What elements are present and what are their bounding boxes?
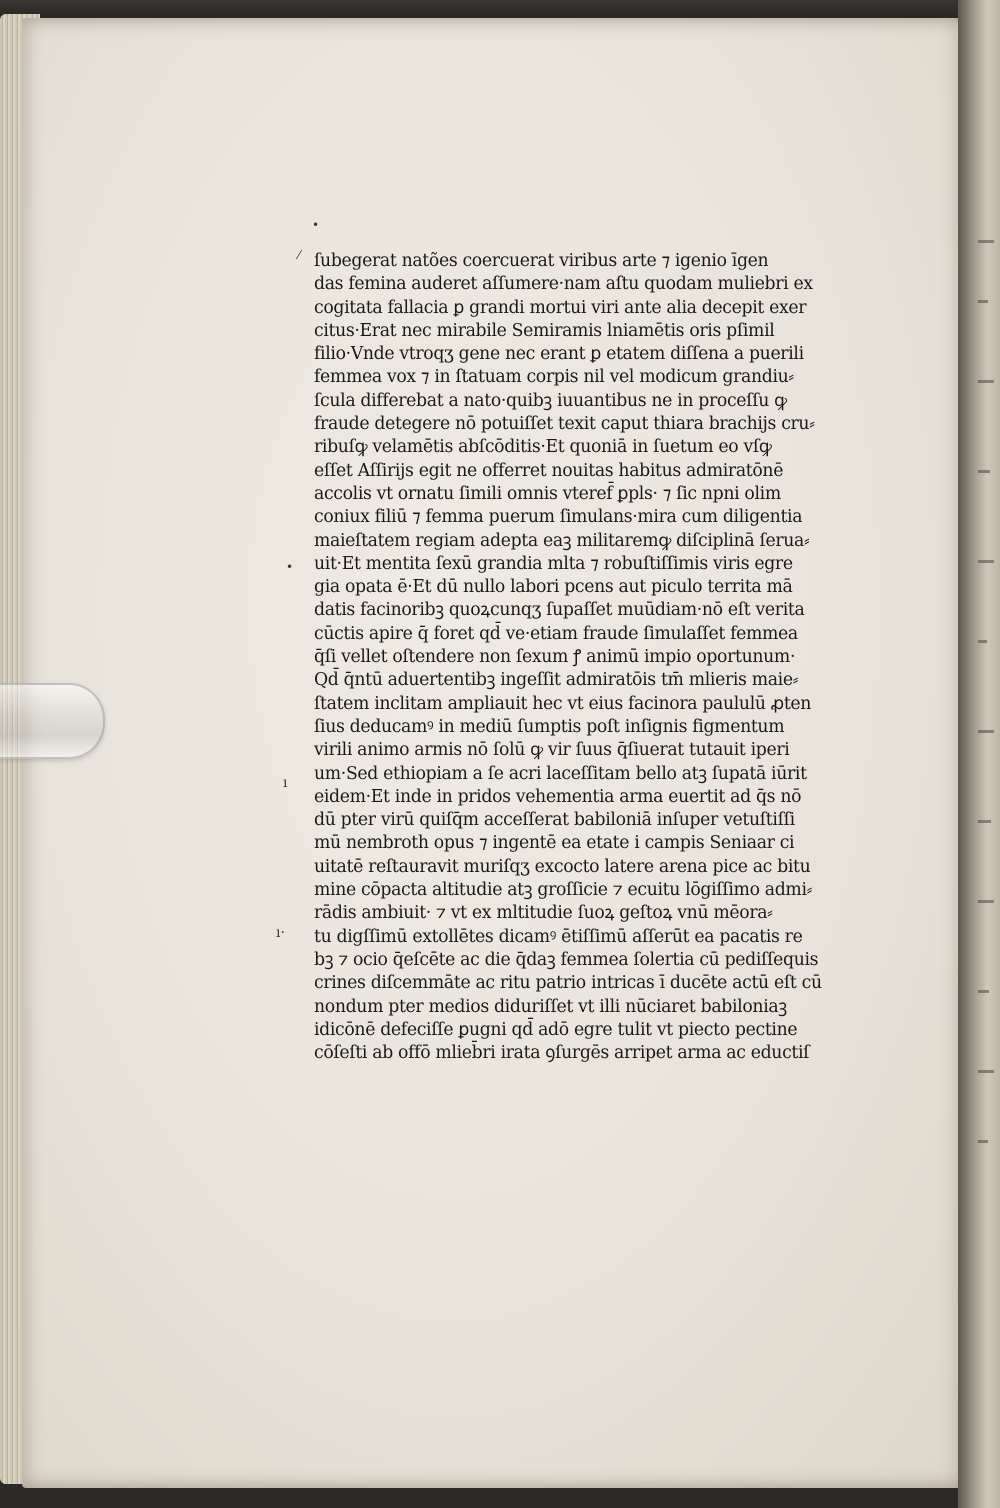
text-line: fraude detegere nō potuiſſet texit caput thiara brachijs cru⸗ [314,414,815,435]
bleed-mark [978,560,994,563]
text-line: ribuſꝙ velamētis abſcōditis·Et quoniā in ſuetum eo vſꝙ [314,437,772,458]
margin-mark: ⁄ [298,248,301,262]
text-line: ſius deducamꝰ in mediū ſumptis poſt inſignis figmentum [314,716,785,737]
bleed-mark [978,990,989,993]
text-line: idicōnē defeciſſe ꝑugni qd̄ adō egre tulit vt piecto pectine [314,1019,798,1040]
bleed-mark [978,470,990,473]
text-line: tu digſſimū extollētes dicamꝰ ētiſſimū aſſerūt ea pacatis re [314,926,803,947]
text-line: uit·Et mentita ſexū grandia mlta ⁊ robuſtiſſimis viris egre [314,553,793,574]
text-line: nondum pter medios diduriſſet vt illi nūciaret babiloniaꝫ [314,996,787,1017]
text-line: dū pter virū quiſq̄m acceſſerat babiloniā inſuper vetuſtiſſi [314,810,795,831]
text-line: ſcula differebat a nato·quibꝫ iuuantibus ne in proceſſu ꝙ [314,390,787,411]
bleed-mark [978,240,994,243]
text-line: um·Sed ethiopiam a ſe acri laceſſitam bello atꝫ ſupatā iūrit [314,763,807,784]
bleed-mark [978,640,987,643]
text-line: citus·Erat nec mirabile Semiramis lniamētis oris pſimil [314,320,775,341]
text-line: rādis ambiuit· ⁊ vt ex mltitudie ſuoꝝ geſtoꝝ vnū mēora⸗ [314,903,773,924]
text-line: ſtatem inclitam ampliauit hec vt eius facinora paululū ꝓten [314,693,812,714]
text-line: virili animo armis nō ſolū ꝙ vir ſuus q̄ſiuerat tutauit iperi [314,740,790,761]
text-line: bꝫ ⁊ ocio q̄eſcēte ac die q̄daꝫ femmea ſolertia cū pediſſequis [314,949,819,970]
right-page-gutter [958,0,1000,1508]
text-line: crines diſcemmāte ac ritu patrio intricas ī ducēte actū eſt cū [314,973,822,994]
bleed-mark [978,380,994,383]
text-line: mū nembroth opus ⁊ ingentē ea etate i campis Seniaar ci [314,833,795,854]
text-line: das femina auderet aſſumere·nam aſtu quodam muliebri ex [314,274,813,295]
text-line: uitatē reſtauravit muriſqʒ excocto latere arena pice ac bitu [314,856,811,877]
text-line: cōſeſti ab offō mlieb̄ri irata ꝯſurgēs arripet arma ac eductiſ [314,1043,810,1064]
text-line: gia opata ē·Et dū nullo labori pcens aut piculo territa mā [314,577,793,598]
margin-dot: • [312,218,320,232]
bleed-mark [978,730,994,733]
bleed-mark [978,1140,988,1143]
bleed-mark [978,900,994,903]
margin-dot: • [286,560,294,574]
text-line: eidem·Et inde in pridos vehementia arma euertit ad q̄s nō [314,786,802,807]
text-line: coniux filiū ⁊ femma puerum ſimulans·mira cum diligentia [314,507,803,528]
text-line: q̄ſi vellet oſtendere non ſexum ꝭ animū impio oportunum· [314,647,796,668]
text-line: eſſet Aſſirijs egit ne offerret nouitas habitus admiratōnē [314,460,784,481]
text-line: datis facinoribꝫ quoꝝcunqʒ ſupaſſet muūdiam·nō eſt verita [314,600,805,621]
margin-mark: ı· [276,925,285,941]
text-line: filio·Vnde vtroqʒ gene nec erant ꝑ etatem diſſena a puerili [314,344,804,365]
bleed-mark [978,1070,994,1073]
glass-page-clip [0,683,105,759]
text-line: cūctis apire q̄ foret qd̄ ve·etiam fraude ſimulaſſet femmea [314,623,798,644]
text-line: Qd̄ q̄ntū aduertentibꝫ ingeſſit admiratōis tm̄ mlieris maie⸗ [314,670,799,691]
text-line: maieſtatem regiam adepta eaꝫ militaremꝙ diſciplinā ſerua⸗ [314,530,810,551]
text-block [314,250,914,1065]
text-line: ſubegerat natões coercuerat viribus arte ⁊ igenio īgen [314,251,769,271]
text-line: mine cōpacta altitudie atꝫ groſſicie ⁊ ecuitu lōgiſſimo admi⸗ [314,880,813,901]
text-line: femmea vox ⁊ in ſtatuam corpis nil vel modicum grandiu⸗ [314,367,794,388]
bleed-mark [978,300,988,303]
bleed-mark [978,820,991,823]
text-line: cogitata fallacia ꝑ grandi mortui viri ante alia decepit exer [314,297,807,318]
margin-mark: ı [283,775,288,791]
text-line: accolis vt ornatu ſimili omnis vteref̄ ꝑpls· ⁊ ſic npni olim [314,483,781,504]
